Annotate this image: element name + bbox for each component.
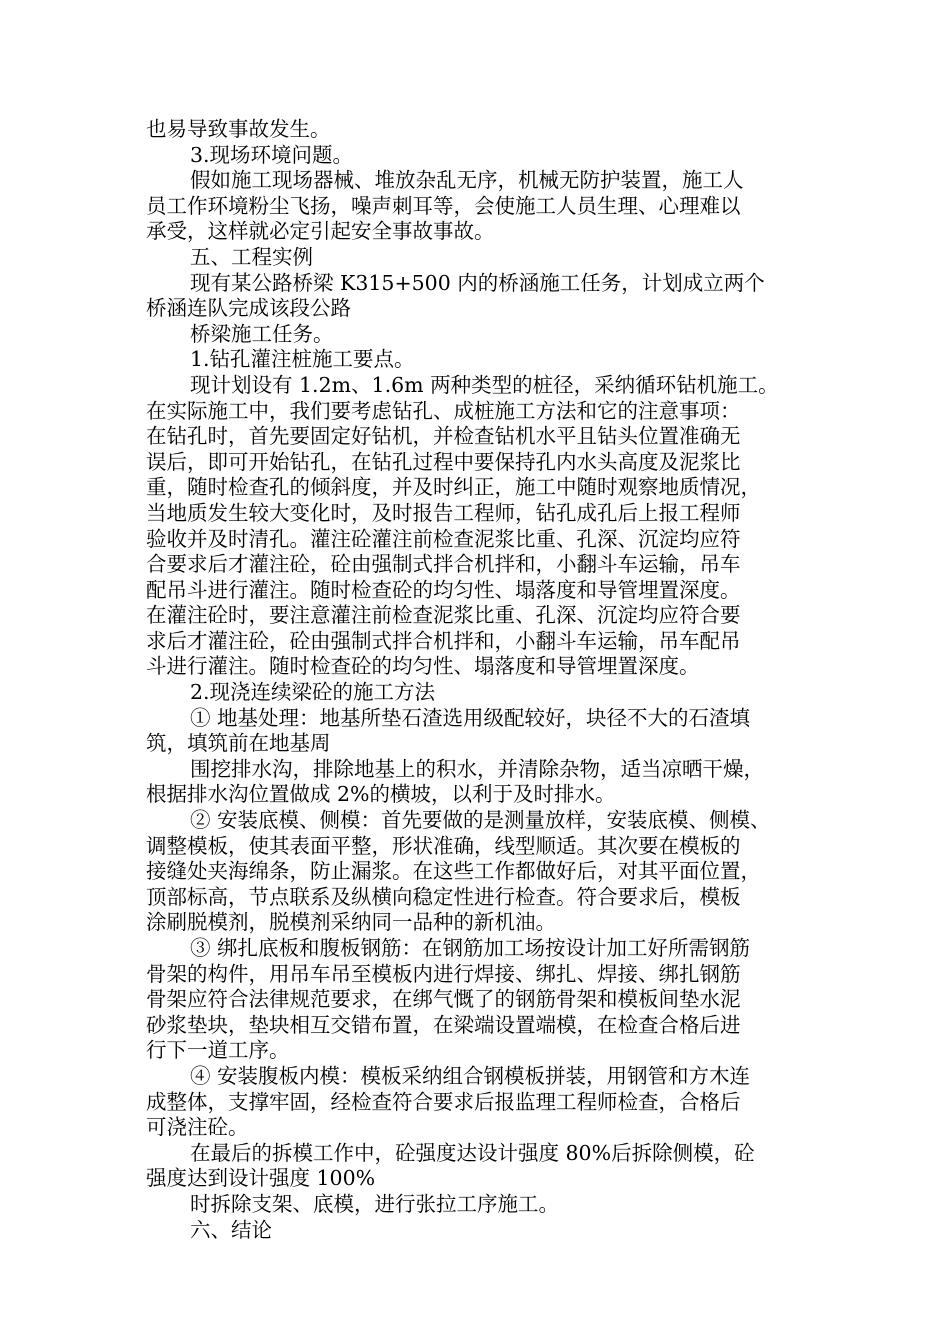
text-line: 合要求后才灌注砼，砼由强制式拌合机拌和，小翻斗车运输，吊车: [146, 552, 741, 577]
text-line: 求后才灌注砼，砼由强制式拌合机拌和，小翻斗车运输，吊车配吊: [146, 628, 741, 653]
text-line: 时拆除支架、底模，进行张拉工序施工。: [190, 1191, 559, 1216]
text-line: 承受，这样就必定引起安全事故事故。: [146, 219, 495, 244]
document-body: [146, 117, 826, 1243]
text-line: 在最后的拆模工作中，砼强度达设计强度 80%后拆除侧模，砼: [190, 1140, 755, 1165]
text-line: 当地质发生较大变化时，及时报告工程师，钻孔成孔后上报工程师: [146, 500, 741, 525]
text-line: 骨架的构件，用吊车吊至模板内进行焊接、绑扎、焊接、绑扎钢筋: [146, 961, 741, 986]
text-line: ① 地基处理：地基所垫石渣选用级配较好，块径不大的石渣填: [190, 705, 751, 730]
text-line: 误后，即可开始钻孔，在钻孔过程中要保持孔内水头高度及泥浆比: [146, 449, 741, 474]
text-line: 1.钻孔灌注桩施工要点。: [190, 347, 415, 372]
text-line: 五、工程实例: [190, 244, 313, 269]
text-line: 根据排水沟位置做成 2%的横坡，以利于及时排水。: [146, 782, 616, 807]
text-line: 在灌注砼时，要注意灌注前检查泥浆比重、孔深、沉淀均应符合要: [146, 603, 741, 628]
text-line: ④ 安装腹板内模：模板采纳组合钢模板拼装，用钢管和方木连: [190, 1063, 751, 1088]
text-line: 桥梁施工任务。: [190, 321, 334, 346]
text-line: 可浇注砼。: [146, 1115, 249, 1140]
text-line: 在实际施工中，我们要考虑钻孔、成桩施工方法和它的注意事项：: [146, 398, 741, 423]
text-line: 筑，填筑前在地基周: [146, 731, 331, 756]
text-line: 现计划设有 1.2m、1.6m 两种类型的桩径，采纳循环钻机施工。: [190, 372, 779, 397]
text-line: 顶部标高，节点联系及纵横向稳定性进行检查。符合要求后，模板: [146, 884, 741, 909]
text-line: ③ 绑扎底板和腹板钢筋：在钢筋加工场按设计加工好所需钢筋: [190, 936, 751, 960]
text-line: 验收并及时清孔。灌注砼灌注前检查泥浆比重、孔深、沉淀均应符: [146, 526, 741, 551]
text-line: 配吊斗进行灌注。随时检查砼的均匀性、塌落度和导管埋置深度。: [146, 577, 741, 602]
text-line: 斗进行灌注。随时检查砼的均匀性、塌落度和导管埋置深度。: [146, 654, 700, 679]
text-line: 调整模板，使其表面平整，形状准确，线型顺适。其次要在模板的: [146, 833, 741, 858]
text-line: 行下一道工序。: [146, 1038, 290, 1063]
text-line: 在钻孔时，首先要固定好钻机，并检查钻机水平且钻头位置准确无: [146, 424, 741, 449]
text-line: 假如施工现场器械、堆放杂乱无序，机械无防护装置，施工人: [190, 168, 744, 193]
text-line: 员工作环境粉尘飞扬，噪声刺耳等，会使施工人员生理、心理难以: [146, 193, 741, 218]
text-line: 接缝处夹海绵条，防止漏浆。在这些工作都做好后，对其平面位置，: [146, 859, 761, 884]
text-line: 围挖排水沟，排除地基上的积水，并清除杂物，适当凉晒干燥，: [190, 756, 764, 781]
text-line: 骨架应符合法律规范要求，在绑气慨了的钢筋骨架和模板间垫水泥: [146, 987, 741, 1012]
text-line: 砂浆垫块，垫块相互交错布置，在梁端设置端模，在检查合格后进: [146, 1012, 741, 1037]
text-line: 六、结论: [190, 1217, 272, 1242]
text-line: 2.现浇连续梁砼的施工方法: [190, 680, 436, 705]
text-line: 也易导致事故发生。: [146, 117, 331, 141]
text-line: 3.现场环境问题。: [190, 142, 354, 167]
text-line: 强度达到设计强度 100%: [146, 1166, 376, 1191]
text-line: ② 安装底模、侧模：首先要做的是测量放样，安装底模、侧模、: [190, 808, 771, 833]
text-line: 成整体，支撑牢固，经检查符合要求后报监理工程师检查，合格后: [146, 1089, 741, 1114]
text-line: 现有某公路桥梁 K315+500 内的桥涵施工任务，计划成立两个: [190, 270, 765, 295]
text-line: 重，随时检查孔的倾斜度，并及时纠正，施工中随时观察地质情况，: [146, 475, 761, 500]
text-line: 涂刷脱模剂，脱模剂采纳同一品种的新机油。: [146, 910, 556, 935]
text-line: 桥涵连队完成该段公路: [146, 296, 351, 321]
